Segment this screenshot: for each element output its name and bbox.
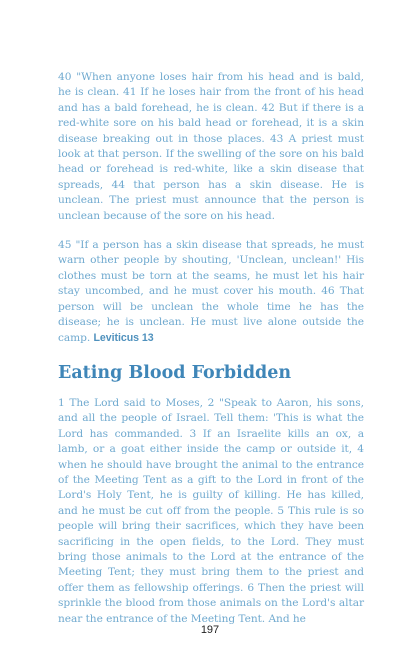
section-heading: Eating Blood Forbidden <box>58 362 292 383</box>
paragraph-text: 45 "If a person has a skin disease that spreads, he must warn other people by shouting, 'Unclean, unclean!' His clothes must be torn at the seams, he must let his hair stay uncombed, and he must cover his mouth. 46 That person will be unclean the whole time he has the disease; he is unclean. He must live alone outside the camp. <box>58 239 364 344</box>
scripture-reference: Leviticus 13 <box>93 331 154 344</box>
paragraph-leviticus-17-1: 1 The Lord said to Moses, 2 "Speak to Aaron, his sons, and all the people of Israel. Tell them: 'This is what the Lord has commanded. 3 If an Israelite kills an ox, a lamb, or a goat either inside the camp or outside it, 4 when he should have brought the animal to the entrance of the Meeting Tent as a gift to the Lord in front of the Lord's Holy Tent, he is guilty of killing. He has killed, and he must be cut off from the people. 5 This rule is so people will bring their sacrifices, which they have been sacrificing in the open fields, to the Lord. They must bring those animals to the Lord at the entrance of the Meeting Tent; they must bring them to the priest and offer them as fellowship offerings. 6 Then the priest will sprinkle the blood from those animals on the Lord's altar near the entrance of the Meeting Tent. And he <box>58 396 364 625</box>
page-body <box>58 70 364 627</box>
paragraph-leviticus-13-40: 40 "When anyone loses hair from his head and is bald, he is clean. 41 If he loses hair from the front of his head and has a bald forehead, he is clean. 42 But if there is a red-white sore on his bald head or forehead, it is a skin disease breaking out in those places. 43 A priest must look at that person. If the swelling of the sore on his bald head or forehead is red-white, like a skin disease that spreads, 44 that person has a skin disease. He is unclean. The priest must announce that the person is unclean because of the sore on his head. <box>58 71 364 222</box>
page-number: 197 <box>200 624 220 636</box>
paragraph-leviticus-13-45 <box>58 238 364 346</box>
